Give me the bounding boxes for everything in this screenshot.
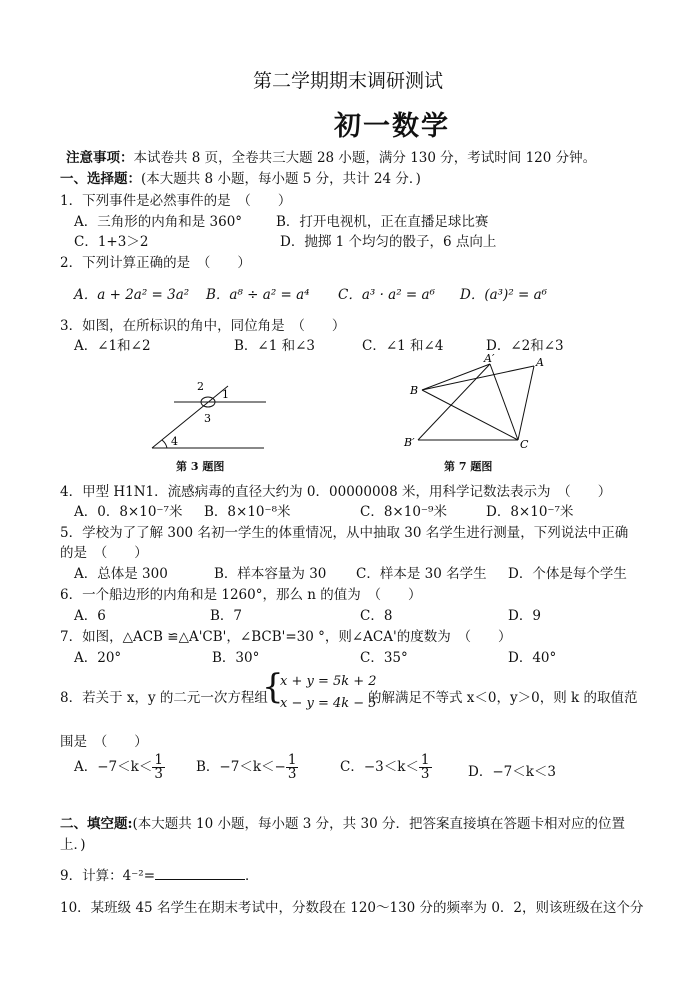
q4-option-c: C．8×10⁻⁹米 xyxy=(360,504,447,520)
q2-stem: 2．下列计算正确的是 （ ） xyxy=(60,255,251,271)
q6-option-d: D．9 xyxy=(508,608,541,624)
q8-option-b-numerator: 1 xyxy=(287,752,297,768)
fig3-label-2: 2 xyxy=(197,380,204,393)
fig7-edge-ac xyxy=(518,366,534,440)
q2-option-b: B．a⁸ ÷ a² = a⁴ xyxy=(206,287,310,303)
q8-option-a-numerator: 1 xyxy=(154,752,163,768)
q5-option-d: D．个体是每个学生 xyxy=(508,566,627,582)
fig7-label-a-prime: A′ xyxy=(484,352,495,365)
figure-3 xyxy=(140,372,280,454)
notice-text: 本试卷共 8 页，全卷共三大题 28 小题，满分 130 分，考试时间 120 分钟。 xyxy=(133,150,597,166)
q3-option-a: A．∠1和∠2 xyxy=(74,338,151,354)
q8-option-b-fraction xyxy=(286,754,299,781)
q8-option-c-fraction xyxy=(419,754,432,781)
fig7-label-a: A xyxy=(536,356,544,369)
q8-option-b-denominator: 3 xyxy=(287,766,297,782)
q7-option-b: B．30° xyxy=(212,650,260,666)
q8-option-c xyxy=(340,754,432,781)
section2-text-continued: 上．) xyxy=(60,837,86,853)
fig7-label-b: B xyxy=(410,384,419,397)
q3-option-c: C．∠1 和∠4 xyxy=(362,338,444,354)
q7-option-c: C．35° xyxy=(360,650,408,666)
q9 xyxy=(60,864,259,884)
q4-option-d: D．8×10⁻⁷米 xyxy=(486,504,574,520)
section1-text: (本大题共 8 小题，每小题 5 分，共计 24 分．) xyxy=(141,171,421,187)
notice xyxy=(66,146,596,166)
q6-stem: 6．一个船边形的内角和是 1260°，那么 n 的值为 （ ） xyxy=(60,587,422,603)
exam-title: 第二学期期末调研测试 xyxy=(252,70,443,92)
q3-option-b: B．∠1 和∠3 xyxy=(234,338,316,354)
section2-heading: 二、填空题: xyxy=(60,816,133,832)
q3-option-d: D．∠2和∠3 xyxy=(486,338,564,354)
fig3-angle-arc-bottom xyxy=(162,440,167,448)
q3-stem: 3．如图，在所标识的角中，同位角是 （ ） xyxy=(60,318,346,334)
q8-equation-2: x − y = 4k − 5 xyxy=(280,696,377,711)
fig7-edge-ab xyxy=(422,366,534,390)
q4-option-b: B．8×10⁻⁸米 xyxy=(204,504,291,520)
section2-header xyxy=(60,812,625,832)
q8-option-a-text: A．−7＜k＜ xyxy=(74,759,153,775)
q6-option-a: A．6 xyxy=(74,608,106,624)
q5-option-b: B．样本容量为 30 xyxy=(214,566,327,582)
q5-option-a: A．总体是 300 xyxy=(74,566,168,582)
q5-stem: 5．学校为了了解 300 名初一学生的体重情况，从中抽取 30 名学生进行测量，下列说法中正确 xyxy=(60,525,629,541)
q8-equation-1: x + y = 5k + 2 xyxy=(280,674,377,689)
fig3-label-3: 3 xyxy=(204,412,211,425)
q5-option-c: C．样本是 30 名学生 xyxy=(356,566,487,582)
q6-option-b: B．7 xyxy=(210,608,243,624)
q8-prefix: 8．若关于 x，y 的二元一次方程组 xyxy=(60,690,268,706)
q1-option-b: B．打开电视机，正在直播足球比赛 xyxy=(276,214,489,230)
fig3-label-4: 4 xyxy=(171,435,178,448)
q1-option-d: D．抛掷 1 个均匀的骰子，6 点向上 xyxy=(280,234,497,250)
q8-option-b xyxy=(196,754,298,781)
q1-stem: 1．下列事件是必然事件的是 （ ） xyxy=(60,193,292,209)
q8-option-c-numerator: 1 xyxy=(420,752,430,768)
subject-title: 初一数学 xyxy=(334,111,450,142)
section1-heading: 一、选择题： xyxy=(60,171,141,187)
section1-header xyxy=(60,167,421,187)
q8-option-a xyxy=(74,754,165,781)
q2-option-d: D．(a³)² = a⁶ xyxy=(460,287,548,303)
q8-suffix: 的解满足不等式 x＜0，y＞0，则 k 的取值范 xyxy=(368,690,638,706)
q10-stem: 10．某班级 45 名学生在期末考试中，分数段在 120～130 分的频率为 0．2，则该班级在这个分 xyxy=(60,900,644,916)
q8-option-a-denominator: 3 xyxy=(154,766,163,782)
q7-stem: 7．如图，△ACB ≌△A'CB'，∠BCB'=30 °，则∠ACA'的度数为 （ ） xyxy=(60,629,512,645)
q6-option-c: C．8 xyxy=(360,608,393,624)
q2-option-a: A．a + 2a² = 3a² xyxy=(74,287,190,303)
fig7-edge-a1c xyxy=(490,364,518,440)
section2-text: (本大题共 10 小题，每小题 3 分，共 30 分．把答案直接填在答题卡相对应的位置 xyxy=(132,816,625,832)
q8-option-d: D．−7＜k＜3 xyxy=(468,764,556,780)
q1-option-c: C．1+3＞2 xyxy=(74,234,149,250)
q8-option-c-text: C．−3＜k＜ xyxy=(340,759,419,775)
fig7-edge-a1b xyxy=(422,364,490,390)
q9-answer-blank[interactable] xyxy=(155,867,245,880)
q2-option-c: C．a³ · a² = a⁶ xyxy=(338,287,435,303)
fig3-transversal xyxy=(152,386,228,448)
fig3-label-1: 1 xyxy=(222,388,229,401)
q8-option-c-denominator: 3 xyxy=(420,766,430,782)
fig7-label-c: C xyxy=(520,438,529,451)
q7-option-d: D．40° xyxy=(508,650,557,666)
q4-stem: 4．甲型 H1N1．流感病毒的直径大约为 0．00000008 米，用科学记数法表示为 （ ） xyxy=(60,484,612,500)
fig7-caption: 第 7 题图 xyxy=(444,460,493,473)
q9-end: ． xyxy=(245,868,259,884)
q8-option-a-fraction xyxy=(152,754,165,781)
figure-7 xyxy=(398,350,558,454)
fig7-edge-bc xyxy=(422,390,518,440)
q9-stem: 9．计算：4⁻²= xyxy=(60,868,156,884)
q8-stem-continued: 围是 （ ） xyxy=(60,734,148,750)
q8-option-b-text: B．−7＜k＜− xyxy=(196,759,286,775)
q7-option-a: A．20° xyxy=(74,650,122,666)
fig3-caption: 第 3 题图 xyxy=(176,460,225,473)
fig7-edge-a1b1 xyxy=(418,364,490,440)
fig7-label-b-prime: B′ xyxy=(404,436,415,449)
q5-stem-continued: 的是 （ ） xyxy=(60,545,148,561)
q1-option-a: A．三角形的内角和是 360° xyxy=(74,214,243,230)
notice-label: 注意事项： xyxy=(66,150,134,166)
q8-brace: { xyxy=(262,667,284,707)
q4-option-a: A．0．8×10⁻⁷米 xyxy=(74,504,183,520)
